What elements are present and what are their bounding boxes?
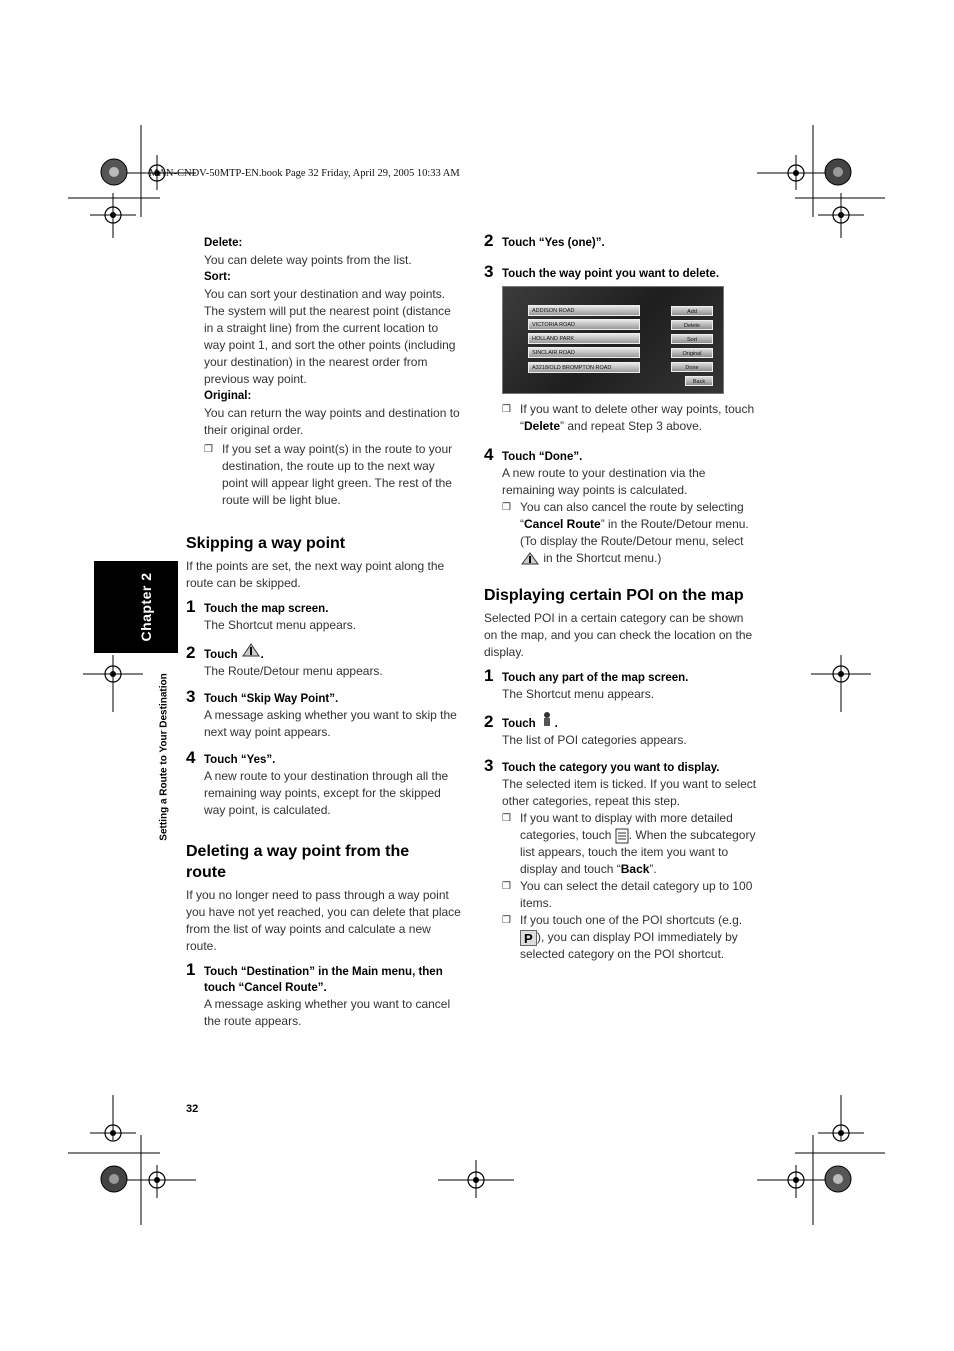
checkbox-bullet-icon: ❒ — [502, 502, 511, 513]
checkbox-bullet-icon: ❒ — [502, 881, 511, 892]
note-bold: Cancel Route — [524, 517, 601, 531]
step-title: Touch — [502, 718, 536, 730]
page-number: 32 — [186, 1103, 199, 1115]
sort-button[interactable]: Sort — [671, 334, 713, 344]
route-detour-icon — [241, 642, 261, 658]
delete-label: Delete: — [204, 237, 243, 249]
detail-list-icon — [615, 828, 629, 844]
step-desc: The list of POI categories appears. — [502, 733, 687, 747]
note-text: in the Shortcut menu.) — [543, 551, 662, 565]
right-column — [484, 232, 759, 282]
poi-heading: Displaying certain POI on the map — [484, 587, 744, 604]
add-button[interactable]: Add — [671, 306, 713, 316]
left-column: Delete: You can delete way points from the list. Sort: You can sort your destination and way points. The system will put the nearest point (distance in a straight line) from the current location to way point 1, and sort the other points (including your destination) in the nearest order from previous way point. Original: You can return the way points and destination to their original order. ❒ If you set a way point(s) in the route to your destination, the route up to the next way point will appear light green. The rest of the route will be light blue. Skipping a way point If the points are set, the next way point along the route can be skipped. 1 Touch the map screen. The Shortcut menu appears. 2 Touch . The Route/Detour menu appears. 3 Touch “Skip Way Point”. A message asking whether you want to skip the next way point appears. 4 Touch “Yes”. A new route to your destination through all the remaining way points, except for the skipped way point, is calculated. Deleting a way point from the route If you no longer need to pass through a way point you have not yet reached, you can delete that place from the list of way points and calculate a new route. 1 Touch “Destination” in the Main menu, then touch “Cancel Route”. A message asking whether you want to cancel the route appears. — [186, 237, 461, 1028]
skip-intro: If the points are set, the next way point along the route can be skipped. — [186, 559, 445, 590]
way-point-item[interactable]: ADDISON ROAD — [528, 305, 640, 316]
note-delete-more — [520, 401, 759, 435]
step-title: Touch any part of the map screen. — [502, 672, 689, 684]
poi-note-shortcut — [520, 912, 759, 963]
delete-text: You can delete way points from the list. — [204, 253, 412, 267]
note-text: You can also cancel the route by selecting “ — [520, 500, 744, 531]
step-title: Touch “Yes (one)”. — [502, 237, 605, 249]
step-number: 2 — [484, 712, 494, 731]
note-bold: Delete — [524, 419, 561, 433]
sort-text: You can sort your destination and way points. The system will put the nearest point (distance in a straight line) from the current location to way point 1, and sort the other points (including your destination) in the nearest order from previous way point. — [204, 287, 456, 386]
note-text: If you want to display with more detailed categories, touch — [520, 811, 733, 842]
parking-icon — [520, 930, 537, 946]
way-point-item[interactable]: HOLLAND PARK — [528, 333, 640, 344]
poi-note-limit: You can select the detail category up to 100 items. — [520, 879, 753, 910]
skip-heading: Skipping a way point — [186, 535, 346, 552]
checkbox-bullet-icon: ❒ — [204, 444, 213, 455]
note-text: . When the subcategory list appears, touch the item you want to display and touch “ — [520, 828, 756, 876]
delete-heading: Deleting a way point from the route — [186, 843, 410, 881]
step-title: Touch “Yes”. — [204, 754, 276, 766]
step-desc: A message asking whether you want to cancel the route appears. — [204, 997, 451, 1028]
note-text: ” in the Route/Detour menu. (To display the Route/Detour menu, select — [520, 517, 749, 548]
note-text: ”. — [649, 862, 657, 876]
step-number: 2 — [484, 231, 494, 250]
step-desc: A new route to your destination through all the remaining way points, except for the skipped way point, is calculated. — [204, 769, 449, 817]
step-number: 2 — [186, 643, 196, 662]
original-note: If you set a way point(s) in the route to your destination, the route up to the next way point will appear light green. The rest of the route will be light blue. — [222, 442, 453, 507]
section-side-title: Setting a Route to Your Destination — [158, 673, 170, 841]
poi-icon — [539, 711, 555, 727]
route-detour-icon — [520, 551, 540, 566]
note-text: ” and repeat Step 3 above. — [560, 419, 703, 433]
note-bold: Back — [620, 862, 650, 876]
step-number: 3 — [484, 262, 494, 281]
step-title: Touch “Done”. — [502, 451, 583, 463]
step-desc: The selected item is ticked. If you want to select other categories, repeat this step. — [502, 777, 757, 808]
step-number: 4 — [186, 748, 196, 767]
step-title: Touch “Destination” in the Main menu, then touch “Cancel Route”. — [204, 966, 443, 994]
way-point-item[interactable]: A3218/OLD BROMPTON ROAD — [528, 362, 640, 373]
step-desc: The Route/Detour menu appears. — [204, 664, 383, 678]
way-point-item[interactable]: SINCLAIR ROAD — [528, 347, 640, 358]
way-point-list-screen — [502, 286, 724, 394]
right-column-lower: ❒ If you want to delete other way points, touch “Delete” and repeat Step 3 above. 4 Touch “Done”. A new route to your destination via the remaining way points is calculated. ❒ You can also cancel the route by selecting “Cancel Route” in the Route/Detour menu. (To display the Route/Detour menu, select in the Shortcut menu.) Displaying certain POI on the map Selected POI in a certain category can be shown on the map, and you can check the location on the display. 1 Touch any part of the map screen. The Shortcut menu appears. 2 Touch . The list of POI categories appears. 3 Touch the category you want to display. The selected item is ticked. If you want to select other categories, repeat this step. ❒ If you want to display with more detailed categories, touch . When the subcategory list appears, touch the item you want to display and touch “Back”. ❒ You can select the detail category up to 100 items. ❒ If you touch one of the POI shortcuts (e.g. P ), you can display POI immediately by selected category on the POI shortcut. — [484, 401, 759, 963]
checkbox-bullet-icon: ❒ — [502, 915, 511, 926]
step-title: Touch the category you want to display. — [502, 762, 720, 774]
delete-intro: If you no longer need to pass through a way point you have not yet reached, you can delete that place from the list of way points and calculate a new route. — [186, 888, 461, 953]
poi-intro: Selected POI in a certain category can be shown on the map, and you can check the location on the display. — [484, 611, 753, 659]
way-point-item[interactable]: VICTORIA ROAD — [528, 319, 640, 330]
original-label: Original: — [204, 390, 252, 402]
chapter-label: Chapter 2 — [138, 572, 154, 642]
delete-button[interactable]: Delete — [671, 320, 713, 330]
original-button[interactable]: Original — [671, 348, 713, 358]
chapter-tab — [94, 561, 178, 653]
step-number: 1 — [186, 597, 196, 616]
step-number: 4 — [484, 445, 494, 464]
step-title: Touch the way point you want to delete. — [502, 268, 720, 280]
step-desc: A message asking whether you want to skip the next way point appears. — [204, 708, 457, 739]
step-number: 1 — [484, 666, 494, 685]
step-number: 3 — [484, 756, 494, 775]
note-cancel — [520, 499, 759, 567]
poi-note-detail — [520, 810, 759, 878]
step-desc: A new route to your destination via the remaining way points is calculated. — [502, 466, 706, 497]
note-text: If you want to delete other way points, touch “ — [520, 402, 755, 433]
step-title: Touch the map screen. — [204, 603, 329, 615]
step-title: Touch — [204, 649, 238, 661]
svg-text:P: P — [524, 930, 533, 946]
file-header: MAN-CNDV-50MTP-EN.book Page 32 Friday, April 29, 2005 10:33 AM — [149, 168, 460, 179]
done-button[interactable]: Done — [671, 362, 713, 372]
step-number: 1 — [186, 960, 196, 979]
original-text: You can return the way points and destination to their original order. — [204, 406, 460, 437]
checkbox-bullet-icon: ❒ — [502, 404, 511, 415]
back-button[interactable]: Back — [685, 376, 713, 386]
note-text: ), you can display POI immediately by selected category on the POI shortcut. — [520, 930, 738, 961]
sort-label: Sort: — [204, 271, 231, 283]
note-text: If you touch one of the POI shortcuts (e.g. — [520, 913, 743, 927]
step-desc: The Shortcut menu appears. — [204, 618, 357, 632]
step-number: 3 — [186, 687, 196, 706]
step-desc: The Shortcut menu appears. — [502, 687, 655, 701]
checkbox-bullet-icon: ❒ — [502, 813, 511, 824]
step-title: Touch “Skip Way Point”. — [204, 693, 339, 705]
